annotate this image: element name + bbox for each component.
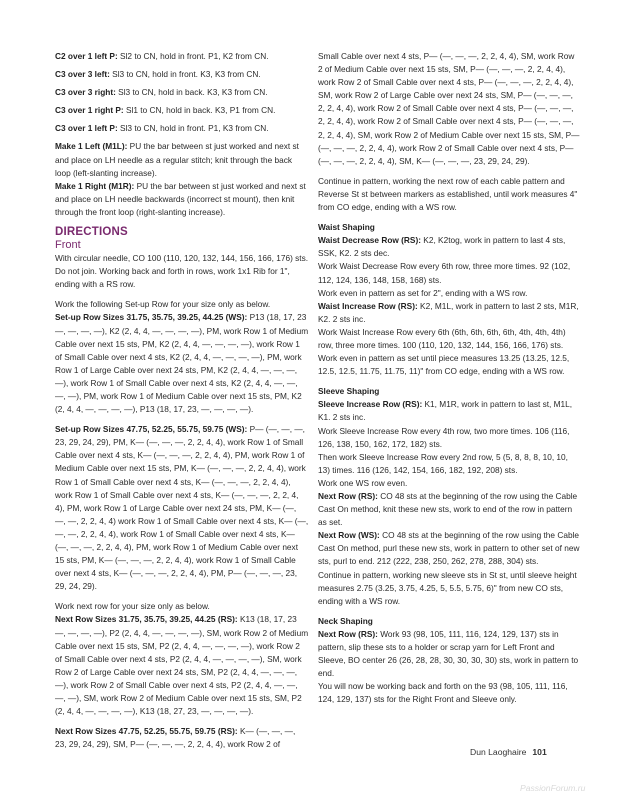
setup-intro: Work the following Set-up Row for your size only as below. bbox=[55, 299, 271, 310]
neck-final: You will now be working back and forth on the 93 (98, 105, 111, 116, 124, 129, 137) sts for the Right Front and Sleeve only. bbox=[318, 681, 568, 705]
watermark: PassionForum.ru bbox=[520, 783, 586, 793]
left-column bbox=[55, 50, 309, 751]
waist-line: Work Waist Decrease Row every 6th row, three more times. 92 (102, 112, 124, 136, 148, 158, 168) sts. bbox=[318, 261, 571, 285]
front-intro: With circular needle, CO 100 (110, 120, 132, 144, 156, 166, 176) sts. Do not join. Working back and forth in rows, work 1x1 Rib for 1", ending with a RS row. bbox=[55, 253, 309, 290]
sleeve-increase-row: Sleeve Increase Row (RS): K1, M1R, work in pattern to last st, M1L, K1. 2 sts inc. bbox=[318, 399, 573, 423]
waist-increase-row: Waist Increase Row (RS): K2, M1L, work in pattern to last 2 sts, M1R, K2. 2 sts inc. bbox=[318, 300, 579, 324]
waist-line: Work Waist Increase Row every 6th (6th, 6th, 6th, 6th, 4th, 4th, 4th) row, three more times. 100 (110, 120, 132, 144, 156, 166, 176) sts. bbox=[318, 326, 566, 350]
directions-heading: DIRECTIONS bbox=[55, 226, 128, 239]
cable-definition: C3 over 3 left: Sl3 to CN, hold in front. K3, K3 from CN. bbox=[55, 69, 261, 80]
waist-line: Work even in pattern as set until piece measures 13.25 (13.25, 12.5, 12.5, 12.5, 11.75, 11.75, 11)" from CO edge, ending with a WS row. bbox=[318, 353, 570, 377]
next-row-ws: Next Row (WS): CO 48 sts at the beginning of the row using the Cable Cast On method, purl these new sts, work in pattern to other set of new sts, purl to end. 212 (222, 238, 250, 262, 278, 288, 304) sts. bbox=[318, 530, 580, 567]
right-column bbox=[318, 50, 580, 707]
cable-definition: C3 over 1 right P: Sl1 to CN, hold in back. K3, P1 from CN. bbox=[55, 105, 276, 116]
m1r-definition: Make 1 Right (M1R): PU the bar between st just worked and next st and place on LH needle backwards (incorrect st mount), then knit through the front loop (right-slanting increase). bbox=[55, 180, 306, 217]
sleeve-continue: Continue in pattern, working new sleeve sts in St st, until sleeve height measures 2.75 (3.25, 3.75, 4.25, 5, 5.5, 5.75, 6)" from new CO sts, ending with a WS row. bbox=[318, 569, 577, 606]
next-row-rs: Next Row (RS): CO 48 sts at the beginning of the row using the Cable Cast On method, knit these new sts, work to end of the row in pattern as set. bbox=[318, 491, 578, 528]
sleeve-line: Work Sleeve Increase Row every 4th row, two more times. 106 (116, 126, 138, 150, 162, 172, 182) sts. bbox=[318, 425, 570, 449]
neck-shaping-heading: Neck Shaping bbox=[318, 615, 373, 626]
next-row-intro: Work next row for your size only as below. bbox=[55, 601, 210, 612]
next-row-large-sizes: Next Row Sizes 47.75, 52.25, 55.75, 59.75 (RS): K— (—, —, —, 23, 29, 24, 29), SM, P— (—, —, —, 2, 2, 4, 4), work Row 2 of bbox=[55, 726, 296, 750]
sleeve-shaping-heading: Sleeve Shaping bbox=[318, 386, 380, 397]
sleeve-line: Then work Sleeve Increase Row every 2nd row, 5 (5, 8, 8, 8, 10, 10, 13) times. 116 (126, 142, 154, 166, 182, 192, 208) sts. bbox=[318, 451, 568, 475]
waist-decrease-row: Waist Decrease Row (RS): K2, K2tog, work in pattern to last 4 sts, SSK, K2. 2 sts dec. bbox=[318, 235, 566, 259]
m1l-definition: Make 1 Left (M1L): PU the bar between st just worked and next st and place on LH needle as a regular stitch; knit through the back loop (left-slanting increase). bbox=[55, 141, 299, 178]
waist-line: Work even in pattern as set for 2", ending with a WS row. bbox=[318, 287, 528, 298]
sleeve-line: Work one WS row even. bbox=[318, 477, 408, 488]
next-row-small-sizes: Next Row Sizes 31.75, 35.75, 39.25, 44.25 (RS): K13 (18, 17, 23 —, —, —, —), P2 (2, 4, 4, —, —, —, —), SM, work Row 2 of Medium Cable over next 15 sts, SM, P2 (2, 4, 4, —, —, —, —), work Row 2 of Small Cable over next 4 sts, P2 (2, 4, 4, —, —, —, —), SM, work Row 2 of Large Cable over next 24 sts, SM, P2 (2, 4, 4, —, —, —, —), work Row 2 of Small Cable over next 4 sts, P2 (2, 4, 4, —, —, —, —), SM, work Row 2 of Medium Cable over next 15 sts, SM, P2 (2, 4, 4, —, —, —, —), K13 (18, 27, 23, —, —, —, —). bbox=[55, 614, 309, 717]
pattern-name: Dun Laoghaire bbox=[470, 747, 527, 757]
page-footer bbox=[470, 747, 547, 757]
front-heading: Front bbox=[55, 239, 81, 252]
page-number: 101 bbox=[532, 747, 547, 757]
cable-definition: C3 over 1 left P: Sl3 to CN, hold in front. P1, K3 from CN. bbox=[55, 123, 269, 134]
cable-definition: C2 over 1 left P: Sl2 to CN, hold in front. P1, K2 from CN. bbox=[55, 51, 269, 61]
cable-definition: C3 over 3 right: Sl3 to CN, hold in back. K3, K3 from CN. bbox=[55, 87, 268, 98]
neck-next-row: Next Row (RS): Work 93 (98, 105, 111, 116, 124, 129, 137) sts in pattern, slip these sts to a holder or scrap yarn for Left Front and Sleeve, BO center 26 (26, 28, 28, 30, 30, 30, 30) sts, work in pattern to end. bbox=[318, 628, 579, 679]
waist-shaping-heading: Waist Shaping bbox=[318, 222, 375, 233]
continue-pattern: Continue in pattern, working the next row of each cable pattern and Reverse St st between markers as established, until work measures 4" from CO edge, ending with a WS row. bbox=[318, 175, 578, 213]
setup-row-small-sizes: Set-up Row Sizes 31.75, 35.75, 39.25, 44.25 (WS): P13 (18, 17, 23 —, —, —, —), K2 (2, 4, 4, —, —, —, —), PM, work Row 1 of Medium Cable over next 15 sts, PM, K2 (2, 4, 4, —, —, —, —), work Row 1 of Small Cable over next 4 sts, K2 (2, 4, 4, —, —, —, —), PM, work Row 1 of Large Cable over next 24 sts, PM, K2 (2, 4, 4, —, —, —, —), work Row 1 of Small Cable over next 4 sts, K2 (2, 4, 4, —, —, —, —), PM, work Row 1 of Medium Cable over next 15 sts, PM, K2 (2, 4, 4, —, —, —, —), P13 (18, 17, 23, —, —, —, —). bbox=[55, 312, 309, 415]
continued-instructions: Small Cable over next 4 sts, P— (—, —, —, 2, 2, 4, 4), SM, work Row 2 of Medium Cable over next 15 sts, SM, P— (—, —, —, 2, 2, 4, 4), work Row 2 of Small Cable over next 4 sts, P— (—, —, —, 2, 2, 4, 4), SM, work Row 2 of Large Cable over next 24 sts, SM, P— (—, —, —, 2, 2, 4, 4), work Row 2 of Small Cable over next 4 sts, P— (—, —, —, 2, 2, 4, 4), work Row 2 of Small Cable over next 4 sts, P— (—, —, —, 2, 2, 4, 4), SM, work Row 2 of Medium Cable over next 15 sts, SM, P— (—, —, —, 2, 2, 4, 4), work Row 2 of Small Cable over next 4 sts, P— (—, —, —, 2, 2, 4, 4), SM, K— (—, —, —, 23, 29, 24, 29). bbox=[318, 51, 580, 166]
setup-row-large-sizes: Set-up Row Sizes 47.75, 52.25, 55.75, 59.75 (WS): P— (—, —, —, 23, 29, 24, 29), PM, K— (—, —, —, 2, 2, 4, 4), work Row 1 of Small Cable over next 4 sts, K— (—, —, —, 2, 2, 4, 4), PM, work Row 1 of Medium Cable over next 15 sts, PM, K— (—, —, —, 2, 2, 4, 4), work Row 1 of Small Cable over next 4 sts, K— (—, —, —, 2, 2, 4, 4), work Row 1 of Small Cable over next 4 sts, K— (—, —, —, 2, 2, 4, 4), PM, work Row 1 of Large Cable over next 24 sts, PM, K— (—, —, —, 2, 2, 4, 4) work Row 1 of Small Cable over next 4 sts, K— (—, —, —, 2, 2, 4, 4), work Row 1 of Small Cable over next 4 sts, K— (—, —, —, 2, 2, 4, 4), PM, work Row 1 of Medium Cable over next 15 sts, PM, K— (—, —, —, 2, 2, 4, 4), work Row 1 of Small Cable over next 4 sts, K— (—, —, —, 2, 2, 4, 4), PM, P— (—, —, —, 23, 29, 24, 29). bbox=[55, 424, 309, 592]
